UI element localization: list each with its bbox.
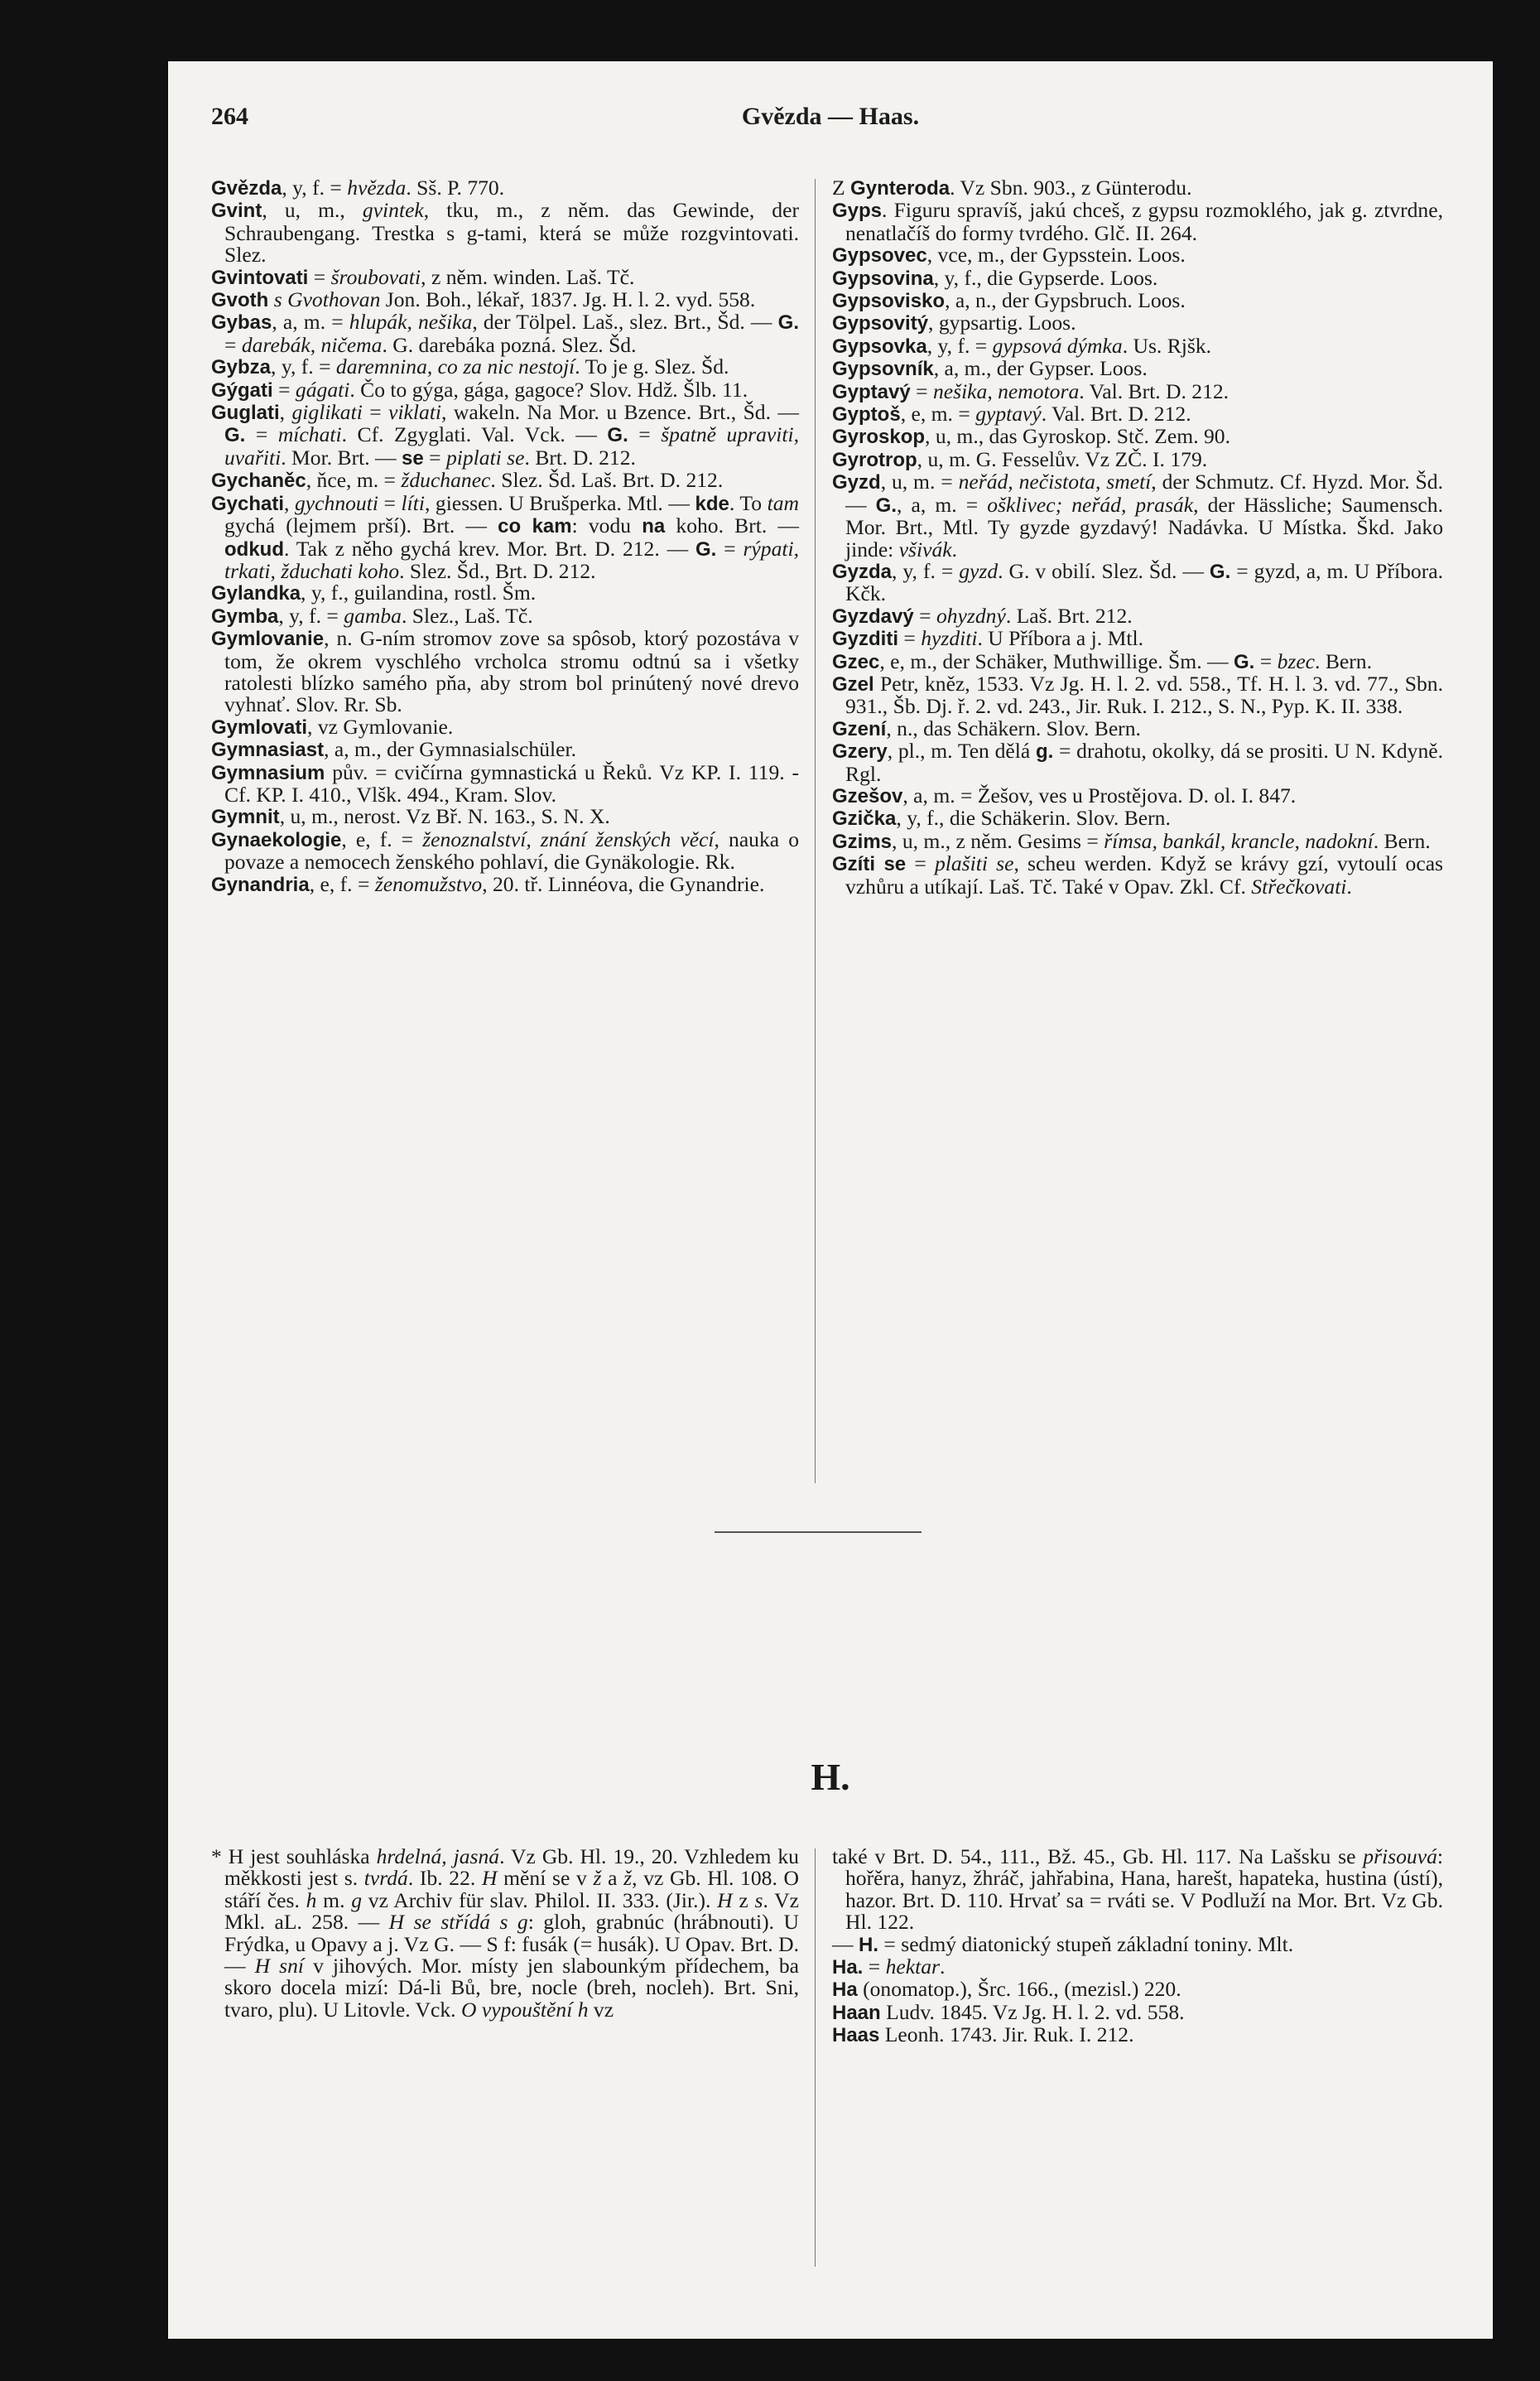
dictionary-entry: Gvoth s Gvothovan Jon. Boh., lékař, 1837. Jg. H. l. 2. vyd. 558. <box>211 287 756 312</box>
h-section-right-column <box>832 1846 1443 2047</box>
running-header <box>168 103 1493 136</box>
dictionary-entry: Gyzdavý = ohyzdný. Laš. Brt. 212. <box>832 603 1133 628</box>
dictionary-entry: Gymnasiast, a, m., der Gymnasialschüler. <box>211 737 576 762</box>
dictionary-entry: Gzení, n., das Schäkern. Slov. Bern. <box>832 716 1141 740</box>
dictionary-entry: Gzel Petr, kněz, 1533. Vz Jg. H. l. 2. vd. 558., Tf. H. l. 3. vd. 77., Sbn. 931., Šb. Dj. ř. 2. vd. 243., Jir. Ruk. I. 212., S. N., Pyp. K. II. 338. <box>832 671 1443 719</box>
dictionary-entry: Gychaněc, ňce, m. = žduchanec. Slez. Šd. Laš. Brt. D. 212. <box>211 468 724 493</box>
dictionary-entry: Gvint, u, m., gvintek, tku, m., z něm. das Gewinde, der Schraubengang. Trestka s g-tami, která se může rozgvintovati. Slez. <box>211 198 799 268</box>
dictionary-entry: Gybas, a, m. = hlupák, nešika, der Tölpel. Laš., slez. Brt., Šd. — G. = darebák, ničema. G. darebáka pozná. Slez. Šd. <box>211 310 799 357</box>
dictionary-entry: Gvintovati = šroubovati, z něm. winden. Laš. Tč. <box>211 264 635 289</box>
dictionary-entry: Gymnasium pův. = cvičírna gymnastická u Řeků. Vz KP. I. 119. - Cf. KP. I. 410., Vlšk. 494., Kram. Slov. <box>211 759 799 807</box>
dictionary-entry: Gyzda, y, f. = gyzd. G. v obilí. Slez. Šd. — G. = gyzd, a, m. U Příbora. Kčk. <box>832 558 1443 606</box>
section-separator-rule <box>715 1531 922 1533</box>
dictionary-entry: Gyroskop, u, m., das Gyroskop. Stč. Zem. 90. <box>832 424 1230 449</box>
dictionary-entry: Gypsovka, y, f. = gypsová dýmka. Us. Rjšk. <box>832 333 1212 358</box>
dictionary-entry: Gylandka, y, f., guilandina, rostl. Šm. <box>211 581 537 605</box>
dictionary-entry: Gynaekologie, e, f. = ženoznalství, znání ženských věcí, nauka o povaze a nemocech ženského pohlaví, die Gynäkologie. Rk. <box>211 827 799 875</box>
dictionary-entry: Guglati, giglikati = viklati, wakeln. Na Mor. u Bzence. Brt., Šd. — G. = míchati. Cf. Zgyglati. Val. Vck. — G. = špatně upraviti, uvařiti. Mor. Brt. — se = piplati se. Brt. D. 212. <box>211 400 800 470</box>
dictionary-entry: Gymlovati, vz Gymlovanie. <box>211 714 454 739</box>
dictionary-entry: Gypsovitý, gypsartig. Loos. <box>832 311 1076 335</box>
section-heading-letter: H. <box>811 1756 850 1798</box>
dictionary-entry: Gymlovanie, n. G-ním stromov zove sa spôsob, ktorý pozostáva v tom, že okrem vyschlého vrcholca stromu odtnú sa i všetky ratolesti blízko samého pňa, aby strom bol prinútený nové drevo vyhnať. Slov. Rr. Sb. <box>211 626 799 717</box>
dictionary-entry: Haan Ludv. 1845. Vz Jg. H. l. 2. vd. 558. <box>832 1999 1185 2024</box>
dictionary-entry: Gypsovník, a, m., der Gypser. Loos. <box>832 356 1148 381</box>
dictionary-entry: Gybza, y, f. = daremnina, co za nic nestojí. To je g. Slez. Šd. <box>211 354 729 379</box>
dictionary-entry: Gypsovisko, a, n., der Gypsbruch. Loos. <box>832 288 1186 313</box>
dictionary-entry: Gyrotrop, u, m. G. Fesselův. Vz ZČ. I. 179. <box>832 446 1208 471</box>
dictionary-entry: Gzíti se = plašiti se, scheu werden. Když se krávy gzí, vytoulí ocas vzhůru a utíkají. Laš. Tč. Také v Opav. Zkl. Cf. Střečkovati. <box>832 851 1444 899</box>
dictionary-entry: také v Brt. D. 54., 111., Bž. 45., Gb. Hl. 117. Na Lašsku se přisouvá: hořěra, hanyz, žhráč, jahřabina, Hana, harešt, hapateka, hustina (ústí), hazor. Brt. D. 110. Hrvať sa = rváti se. V Podluží na Mor. Brt. Vz Gb. Hl. 122. <box>832 1844 1443 1935</box>
dictionary-entry: Gvězda, y, f. = hvězda. Sš. P. 770. <box>211 176 505 200</box>
dictionary-entry: Gzec, e, m., der Schäker, Muthwillige. Šm. — G. = bzec. Bern. <box>832 648 1372 673</box>
dictionary-entry: * H jest souhláska hrdelná, jasná. Vz Gb. Hl. 19., 20. Vzhledem ku měkkosti jest s. tvrdá. Ib. 22. H mění se v ž a ž, vz Gb. Hl. 108. O stáří čes. h m. g vz Archiv für slav. Philol. II. 333. (Jir.). H z s. Vz Mkl. aL. 258. — H se střídá s g: gloh, grabnúc (hrábnouti). U Frýdka, u Opavy a j. Vz G. — S f: fusák (= husák). U Opav. Brt. D. — H sní v jihových. Mor. místy jen slabounkým přídechem, ba skoro docela mizí: Dá-li Bů, bre, nocle (breh, nocleh). Brt. Sni, tvaro, plu). U Litovle. Vck. O vypouštění h vz <box>211 1844 799 2022</box>
dictionary-entry: Gzešov, a, m. = Žešov, ves u Prostějova. D. ol. I. 847. <box>832 783 1297 807</box>
dictionary-entry: Gyzd, u, m. = neřád, nečistota, smetí, der Schmutz. Cf. Hyzd. Mor. Šd. — G., a, m. = ošklivec; neřád, prasák, der Hässliche; Saumensch. Mor. Brt., Mtl. Ty gyzde gyzdavý! Nadávka. U Místka. Škd. Jako jinde: všivák. <box>832 470 1443 562</box>
dictionary-page <box>168 61 1493 2339</box>
dictionary-entry: Gypsovec, vce, m., der Gypsstein. Loos. <box>832 243 1186 268</box>
dictionary-entry: — H. = sedmý diatonický stupeň základní toniny. Mlt. <box>832 1931 1294 1956</box>
dictionary-entry: Gymba, y, f. = gamba. Slez., Laš. Tč. <box>211 603 533 628</box>
dictionary-entry: Ha (onomatop.), Šrc. 166., (mezisl.) 220. <box>832 1977 1181 2002</box>
h-section-left-column <box>211 1846 799 2021</box>
dictionary-entry: Gzička, y, f., die Schäkerin. Slov. Bern. <box>832 806 1171 831</box>
dictionary-entry: Gymnit, u, m., nerost. Vz Bř. N. 163., S. N. X. <box>211 804 610 829</box>
dictionary-entry: Z Gynteroda. Vz Sbn. 903., z Günterodu. <box>832 176 1192 200</box>
column-divider <box>815 179 816 1483</box>
h-column-divider <box>815 1848 816 2267</box>
dictionary-entry: Gynandria, e, f. = ženomužstvo, 20. tř. Linnéova, die Gynandrie. <box>211 871 765 896</box>
left-column <box>211 177 799 896</box>
page-number: 264 <box>211 103 248 130</box>
dictionary-entry: Gyptavý = nešika, nemotora. Val. Brt. D. 212. <box>832 378 1230 403</box>
page-title: Gvězda — Haas. <box>741 103 920 130</box>
dictionary-entry: Gyzditi = hyzditi. U Příbora a j. Mtl. <box>832 626 1143 651</box>
dictionary-entry: Gyps. Figuru spravíš, jakú chceš, z gypsu rozmoklého, jak g. ztvrdne, nenatlačíš do formy tvrdého. Glč. II. 264. <box>832 198 1443 245</box>
dictionary-entry: Gyptoš, e, m. = gyptavý. Val. Brt. D. 212. <box>832 402 1191 427</box>
dictionary-entry: Gzery, pl., m. Ten dělá g. = drahotu, okolky, dá se prositi. U N. Kdyně. Rgl. <box>832 739 1443 786</box>
dictionary-entry: Ha. = hektar. <box>832 1954 946 1979</box>
dictionary-entry: Gychati, gychnouti = líti, giessen. U Brušperka. Mtl. — kde. To tam gychá (lejmem prší). Brt. — co kam: vodu na koho. Brt. — odkud. Tak z něho gychá krev. Mor. Brt. D. 212. — G. = rýpati, trkati, žduchati koho. Slez. Šd., Brt. D. 212. <box>211 490 800 583</box>
dictionary-entry: Gýgati = gágati. Čo to gýga, gága, gagoce? Slov. Hdž. Šlb. 11. <box>211 377 748 402</box>
dictionary-entry: Haas Leonh. 1743. Jir. Ruk. I. 212. <box>832 2022 1134 2047</box>
dictionary-entry: Gzims, u, m., z něm. Gesims = římsa, bankál, krancle, nadokní. Bern. <box>832 828 1431 853</box>
right-column <box>832 177 1443 898</box>
dictionary-entry: Gypsovina, y, f., die Gypserde. Loos. <box>832 265 1158 290</box>
